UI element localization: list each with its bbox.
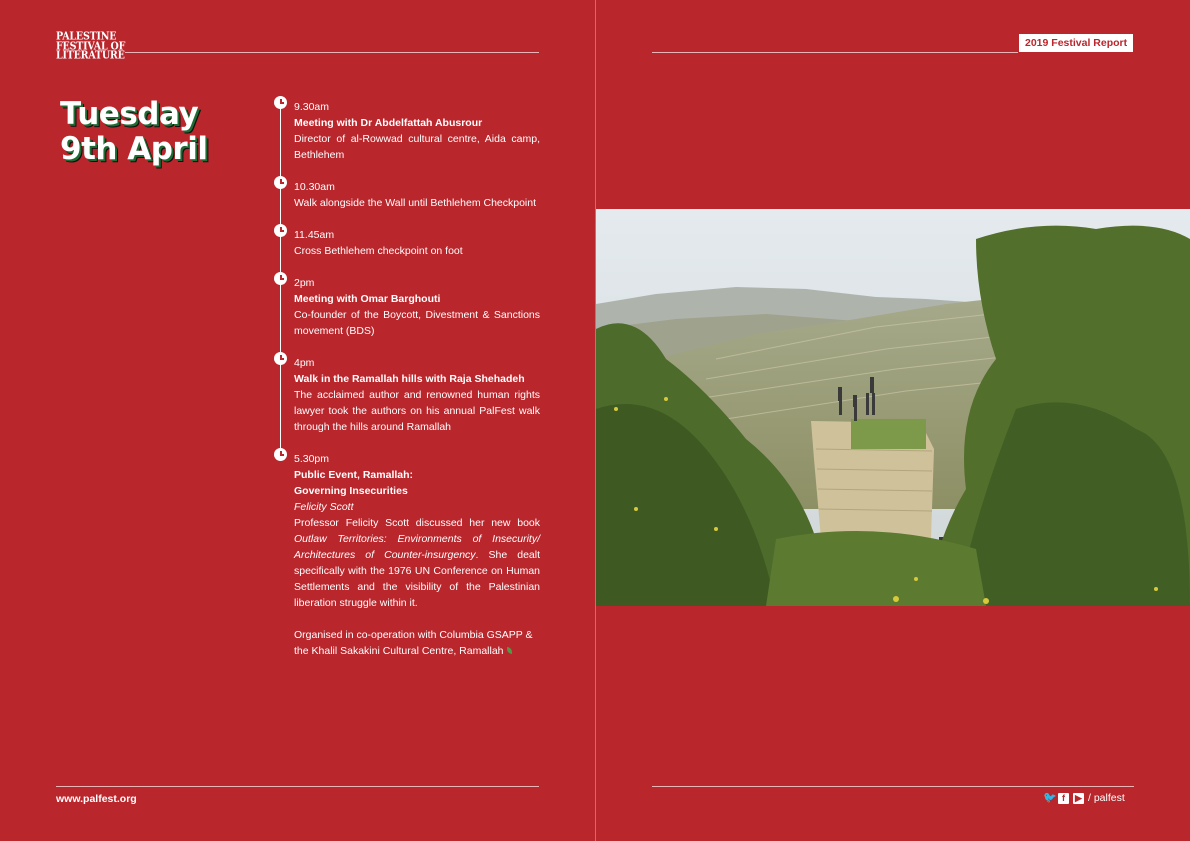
footer-website-link[interactable]: www.palfest.org <box>56 793 137 805</box>
entry-description: The acclaimed author and renowned human rights lawyer took the authors on his annual PalFest walk through the hills around Ramallah <box>294 389 540 433</box>
entry-description: Walk alongside the Wall until Bethlehem Checkpoint <box>294 197 537 209</box>
day-title <box>60 97 207 167</box>
schedule-entry <box>294 275 540 339</box>
logo-line-2: FESTIVAL OF <box>56 39 126 53</box>
footer-rule-left <box>56 786 539 787</box>
footer-rule-right <box>652 786 1134 787</box>
schedule-entry <box>294 451 540 659</box>
entry-title: Meeting with Omar Barghouti <box>294 293 441 305</box>
clock-icon <box>274 176 287 189</box>
clock-icon <box>274 352 287 365</box>
logo-line-1: PALESTINE <box>56 30 117 43</box>
header-rule-left <box>125 52 539 53</box>
logo-line-3: LITERATURE <box>56 49 125 62</box>
book-title: Outlaw Territories: Environments of Insecurity/ Architectures of Counter-insurgency <box>294 533 540 561</box>
palfest-logo <box>56 30 126 62</box>
facebook-icon[interactable]: f <box>1058 793 1069 804</box>
report-badge: 2019 Festival Report <box>1019 34 1133 52</box>
entry-time: 4pm <box>294 357 315 369</box>
entry-title-line-1: Public Event, Ramallah: <box>294 469 414 481</box>
entry-time: 10.30am <box>294 181 335 193</box>
landscape-photo <box>596 209 1190 606</box>
entry-description-start: Professor Felicity Scott discussed her new book <box>294 517 540 529</box>
leaf-icon <box>507 647 512 654</box>
entry-description-end: . She dealt specifically with the 1976 UN Conference on Human Settlements and the visibility of the Palestinian liberation struggle within it. <box>294 549 540 609</box>
day-title-weekday: Tuesday <box>60 96 199 132</box>
entry-time: 11.45am <box>294 229 335 241</box>
entry-title: Meeting with Dr Abdelfattah Abusrour <box>294 117 483 129</box>
entry-description: Director of al-Rowwad cultural centre, Aida camp, Bethlehem <box>294 133 540 161</box>
entry-time: 5.30pm <box>294 453 330 465</box>
clock-icon <box>274 224 287 237</box>
clock-icon <box>274 96 287 109</box>
entry-time: 9.30am <box>294 101 330 113</box>
entry-description: Cross Bethlehem checkpoint on foot <box>294 245 463 257</box>
schedule-entry <box>294 355 540 435</box>
entry-time: 2pm <box>294 277 315 289</box>
schedule-entry <box>294 227 540 259</box>
entry-speaker: Felicity Scott <box>294 501 354 513</box>
entry-note <box>294 627 540 659</box>
youtube-icon[interactable]: ▶ <box>1073 793 1084 804</box>
day-title-date: 9th April <box>60 131 208 167</box>
entry-description <box>294 515 540 611</box>
social-links <box>1043 792 1125 804</box>
entry-description: Co-founder of the Boycott, Divestment & Sanctions movement (BDS) <box>294 309 540 337</box>
twitter-icon[interactable]: 🐦 <box>1043 791 1057 804</box>
schedule-entry <box>294 99 540 163</box>
entry-note-text: Organised in co-operation with Columbia GSAPP & the Khalil Sakakini Cultural Centre, Ramallah <box>294 629 533 657</box>
social-handle: / palfest <box>1088 792 1125 804</box>
clock-icon <box>274 272 287 285</box>
entry-title: Walk in the Ramallah hills with Raja Shehadeh <box>294 373 525 385</box>
entry-title-line-2: Governing Insecurities <box>294 485 408 497</box>
clock-icon <box>274 448 287 461</box>
schedule-entry <box>294 179 540 211</box>
header-rule-right <box>652 52 1018 53</box>
